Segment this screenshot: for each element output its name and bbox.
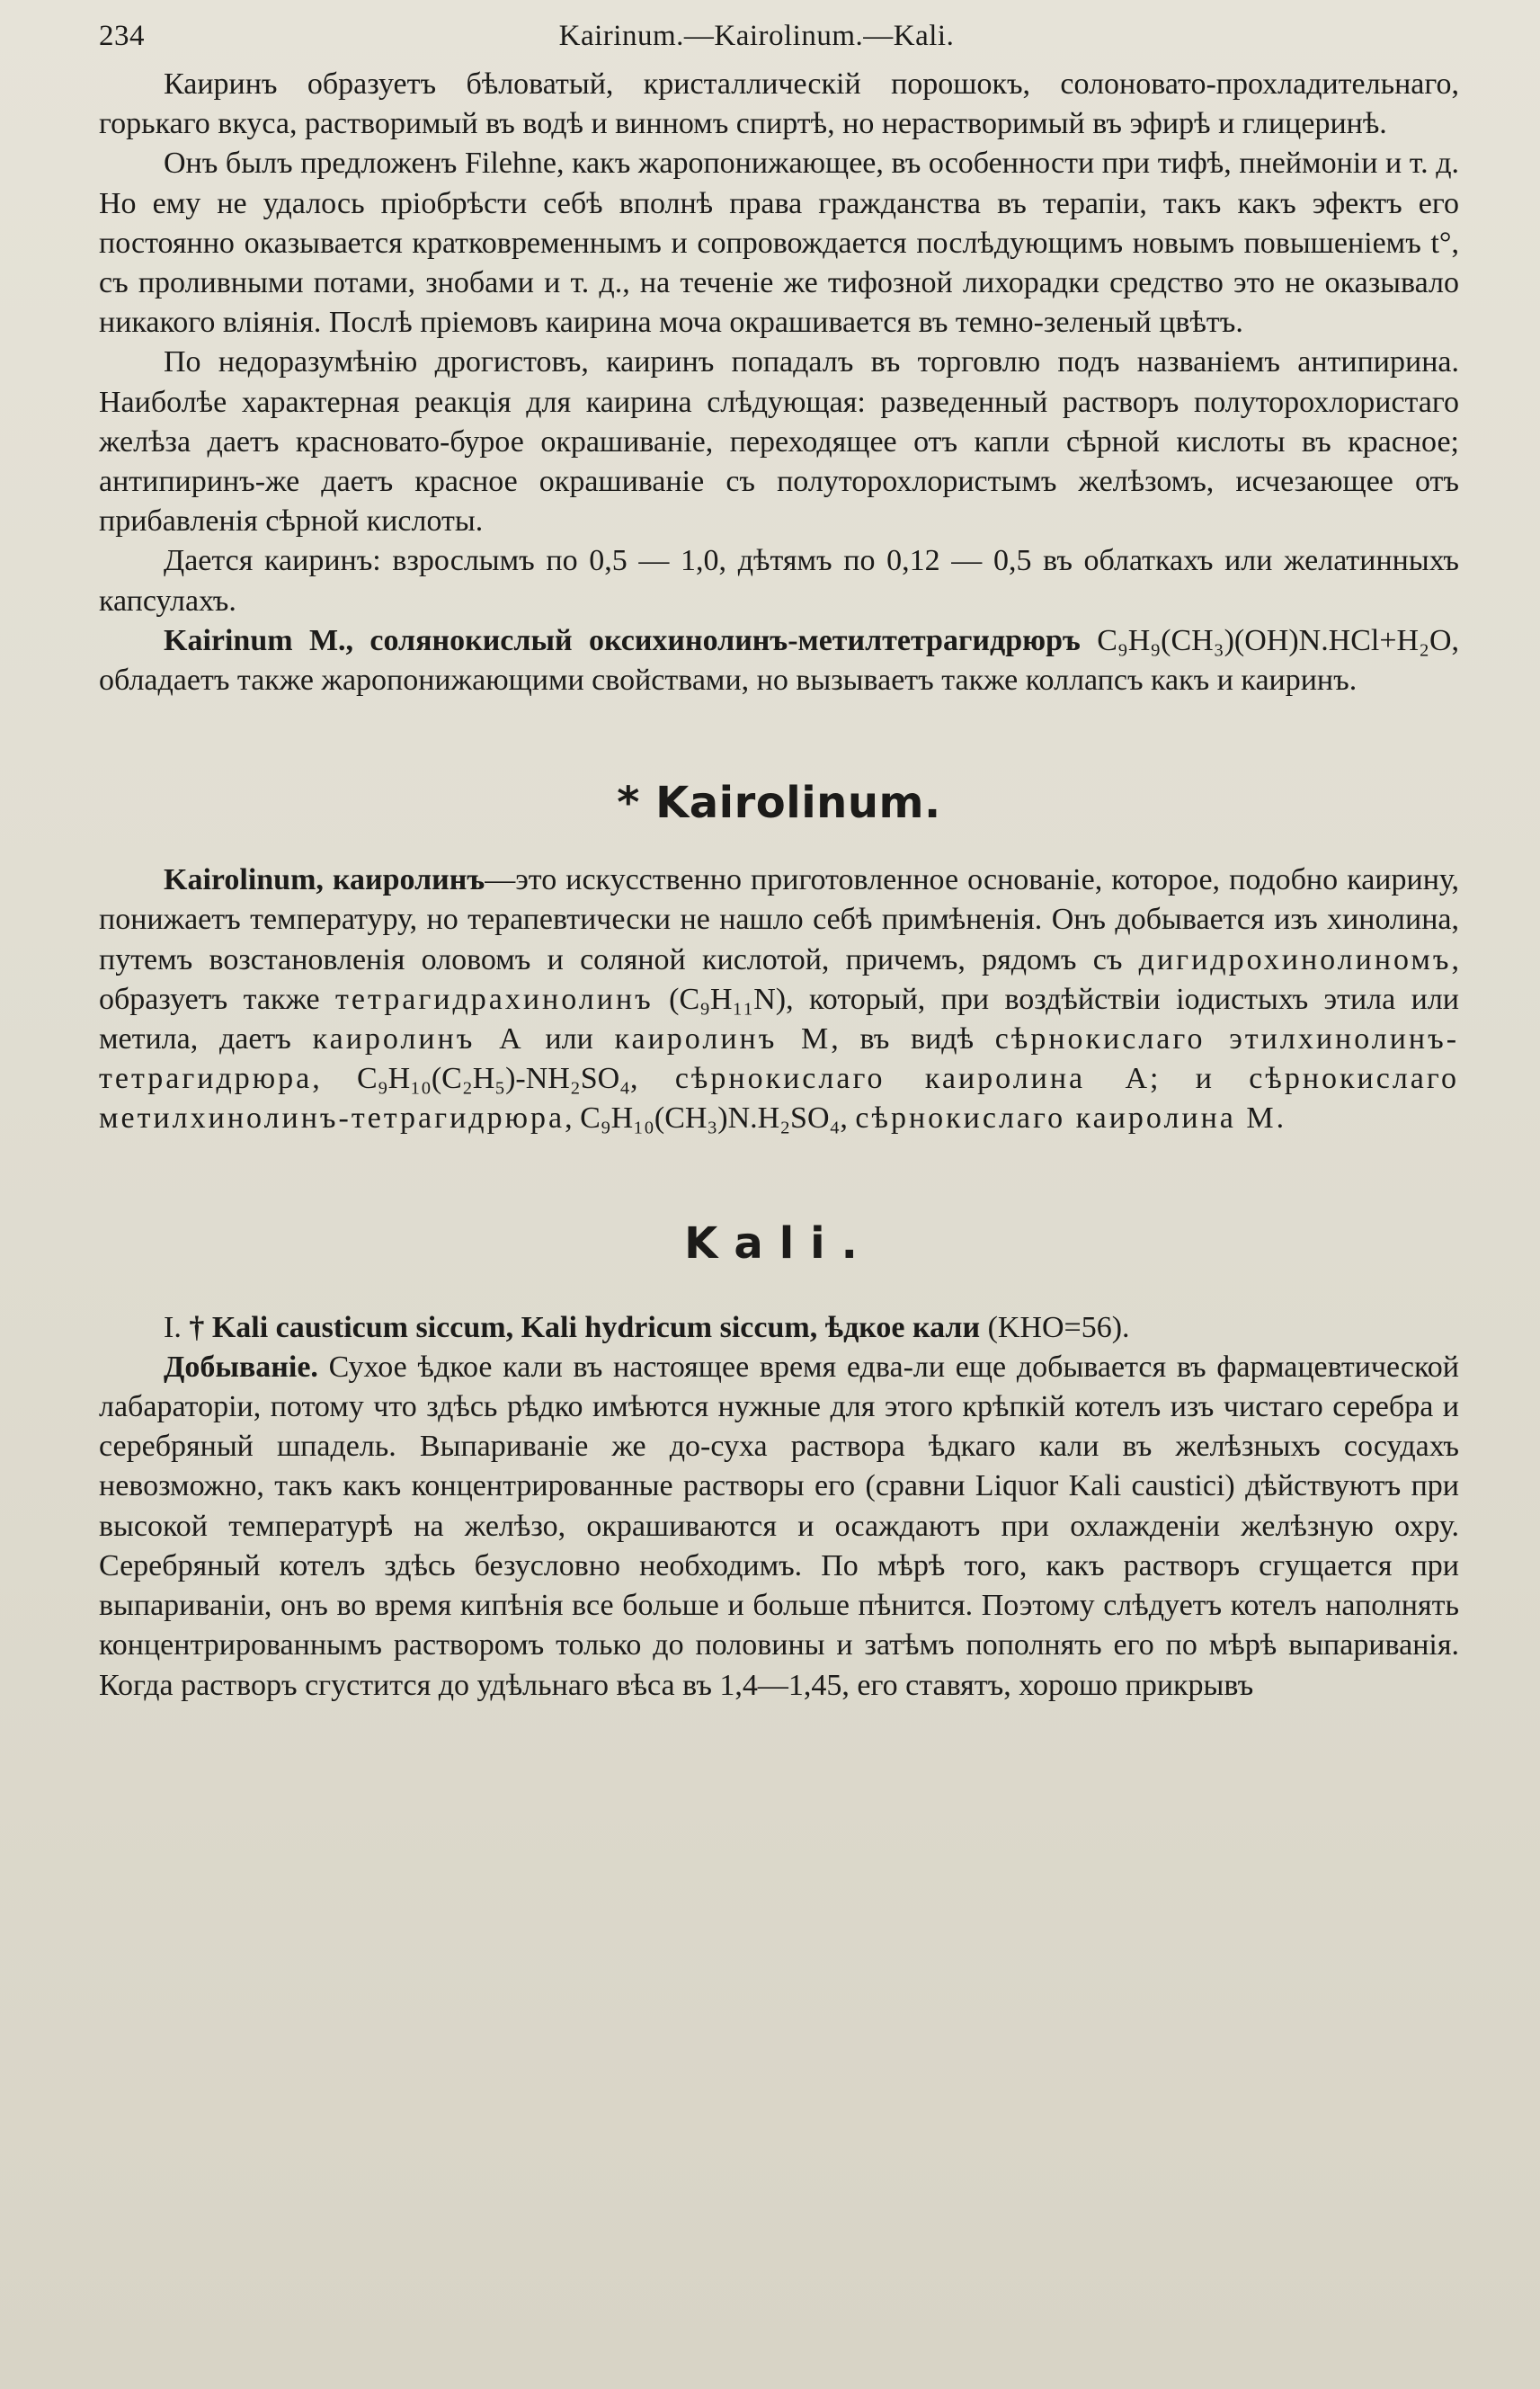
item-formula: (KHO=56). (987, 1310, 1130, 1344)
text-run: или (523, 1022, 615, 1056)
paragraph: Каиринъ образуетъ бѣловатый, кристаллическій порошокъ, солоновато-прохладительнаго, горькаго вкуса, растворимый въ водѣ и винномъ спиртѣ, но нерастворимый въ эфирѣ и глицеринѣ. (99, 67, 1459, 141)
spaced-term: дигидрохинолиномъ (1138, 942, 1452, 976)
spaced-term: тетрагидрахинолинъ (335, 982, 654, 1016)
spaced-term: сѣрнокислаго каиролина М (855, 1101, 1277, 1136)
paragraph (99, 1348, 1459, 1706)
section-heading: Kali. (684, 1217, 874, 1269)
item-heading (99, 1308, 1459, 1348)
running-head-title: Kairinum.—Kairolinum.—Kali. (558, 20, 955, 52)
text-run: , образуетъ также (99, 942, 1459, 1016)
paragraph: По недоразумѣнію дрогистовъ, каиринъ попадалъ въ торговлю подъ названіемъ антипирина. Наиболѣе характерная реакція для каирина слѣдующая: разведенный растворъ полуторохлористаго желѣза даетъ красновато-бурое окрашиваніе, переходящее отъ капли сѣрной кислоты въ красное; антипиринъ-же даетъ красное окрашиваніе съ полуторохлористымъ желѣзомъ, исчезающее отъ прибавленія сѣрной кислоты. (99, 345, 1459, 539)
paragraph (99, 621, 1459, 700)
paragraph: Онъ былъ предложенъ Filehne, какъ жаропонижающее, въ особенности при тифѣ, пнеймоніи и т. д. Но ему не удалось пріобрѣсти себѣ вполнѣ права гражданства въ терапіи, такъ какъ эфектъ его постоянно оказывается кратковременнымъ и сопровождается послѣдующимъ новымъ повышеніемъ t°, съ проливными потами, знобами и т. д., на теченіе же тифозной лихорадки средство это не оказывало никакого вліянія. Послѣ пріемовъ каирина моча окрашивается въ темно-зеленый цвѣтъ. (99, 147, 1459, 340)
drug-term: Kairolinum, каиролинъ (164, 863, 485, 897)
spaced-term: сѣрнокислаго метилхинолинъ-тетрагидрюра (99, 1062, 1459, 1136)
paragraph-text: C₉H₉(CH₃)(OH)N.HCl+H₂O, обладаетъ также жаропонижающими свойствами, но вызываетъ также коллапсъ какъ и каиринъ. (99, 623, 1460, 698)
paragraph: Дается каиринъ: взрослымъ по 0,5 — 1,0, дѣтямъ по 0,12 — 0,5 въ облаткахъ или желатинныхъ капсулахъ. (99, 544, 1459, 618)
kali-section (99, 1218, 1459, 1706)
text-run: , въ видѣ (831, 1022, 995, 1056)
spaced-term: сѣрнокислаго этилхинолинъ-тетрагидрюра (99, 1022, 1460, 1096)
spaced-term: сѣрнокислаго каиролина А (674, 1062, 1151, 1096)
subsection-label: Добываніе. (164, 1350, 318, 1384)
page-number: 234 (99, 20, 145, 52)
drug-term: Kairinum M., солянокислый оксихинолинъ-метилтетрагидрюръ (164, 623, 1081, 657)
section-heading: * Kairolinum. (617, 778, 941, 829)
paragraph (99, 860, 1459, 1138)
kairinum-section (99, 65, 1459, 700)
text-run: . (1276, 1101, 1285, 1136)
spaced-term: каиролинъ А (312, 1022, 524, 1056)
paragraph-text: Сухое ѣдкое кали въ настоящее время едва-ли еще добывается въ фармацевтической лабараторіи, потому что здѣсь рѣдко имѣются нужные для этого крѣпкій котелъ изъ чистаго серебра и серебряный шпадель. Выпариваніе же до-суха раствора ѣдкаго кали въ желѣзныхъ сосудахъ невозможно, такъ какъ концентрированные растворы его (сравни Liquor Kali caustici) дѣйствуютъ при высокой температурѣ на желѣзо, окрашиваются и осаждаютъ при охлажденіи желѣзную охру. Серебряный котелъ здѣсь безусловно необходимъ. По мѣрѣ того, какъ растворъ сгущается при выпариваніи, онъ во время кипѣнія все больше и больше пѣнится. Поэтому слѣдуетъ котелъ наполнять концентрированнымъ растворомъ только до половины и затѣмъ пополнять его по мѣрѣ выпариванія. Когда растворъ сгустится до удѣльнаго вѣса въ 1,4—1,45, его ставятъ, хорошо прикрывъ (99, 1350, 1459, 1702)
text-run: ; и (1150, 1062, 1250, 1096)
kairolinum-section (99, 778, 1459, 1138)
text-run: (C₉H₁₁N), который, при воздѣйствіи іодистыхъ этила или метила, даетъ (99, 982, 1459, 1056)
text-run: , C₉H₁₀(C₂H₅)-NH₂SO₄, (312, 1062, 675, 1096)
spaced-term: каиролинъ М (614, 1022, 832, 1056)
drug-term: † Kali causticum siccum, Kali hydricum siccum, ѣдкое кали (189, 1310, 981, 1344)
text-run: , C₉H₁₀(CH₃)N.H₂SO₄, (565, 1101, 856, 1136)
item-number: I. (164, 1310, 182, 1344)
text-run: —это искусственно приготовленное основаніе, которое, подобно каирину, понижаетъ температуру, но терапевтически не нашло себѣ примѣненія. Онъ добывается изъ хинолина, путемъ возстановленія оловомъ и соляной кислотой, причемъ, рядомъ съ (99, 863, 1459, 976)
running-head (99, 20, 1459, 65)
